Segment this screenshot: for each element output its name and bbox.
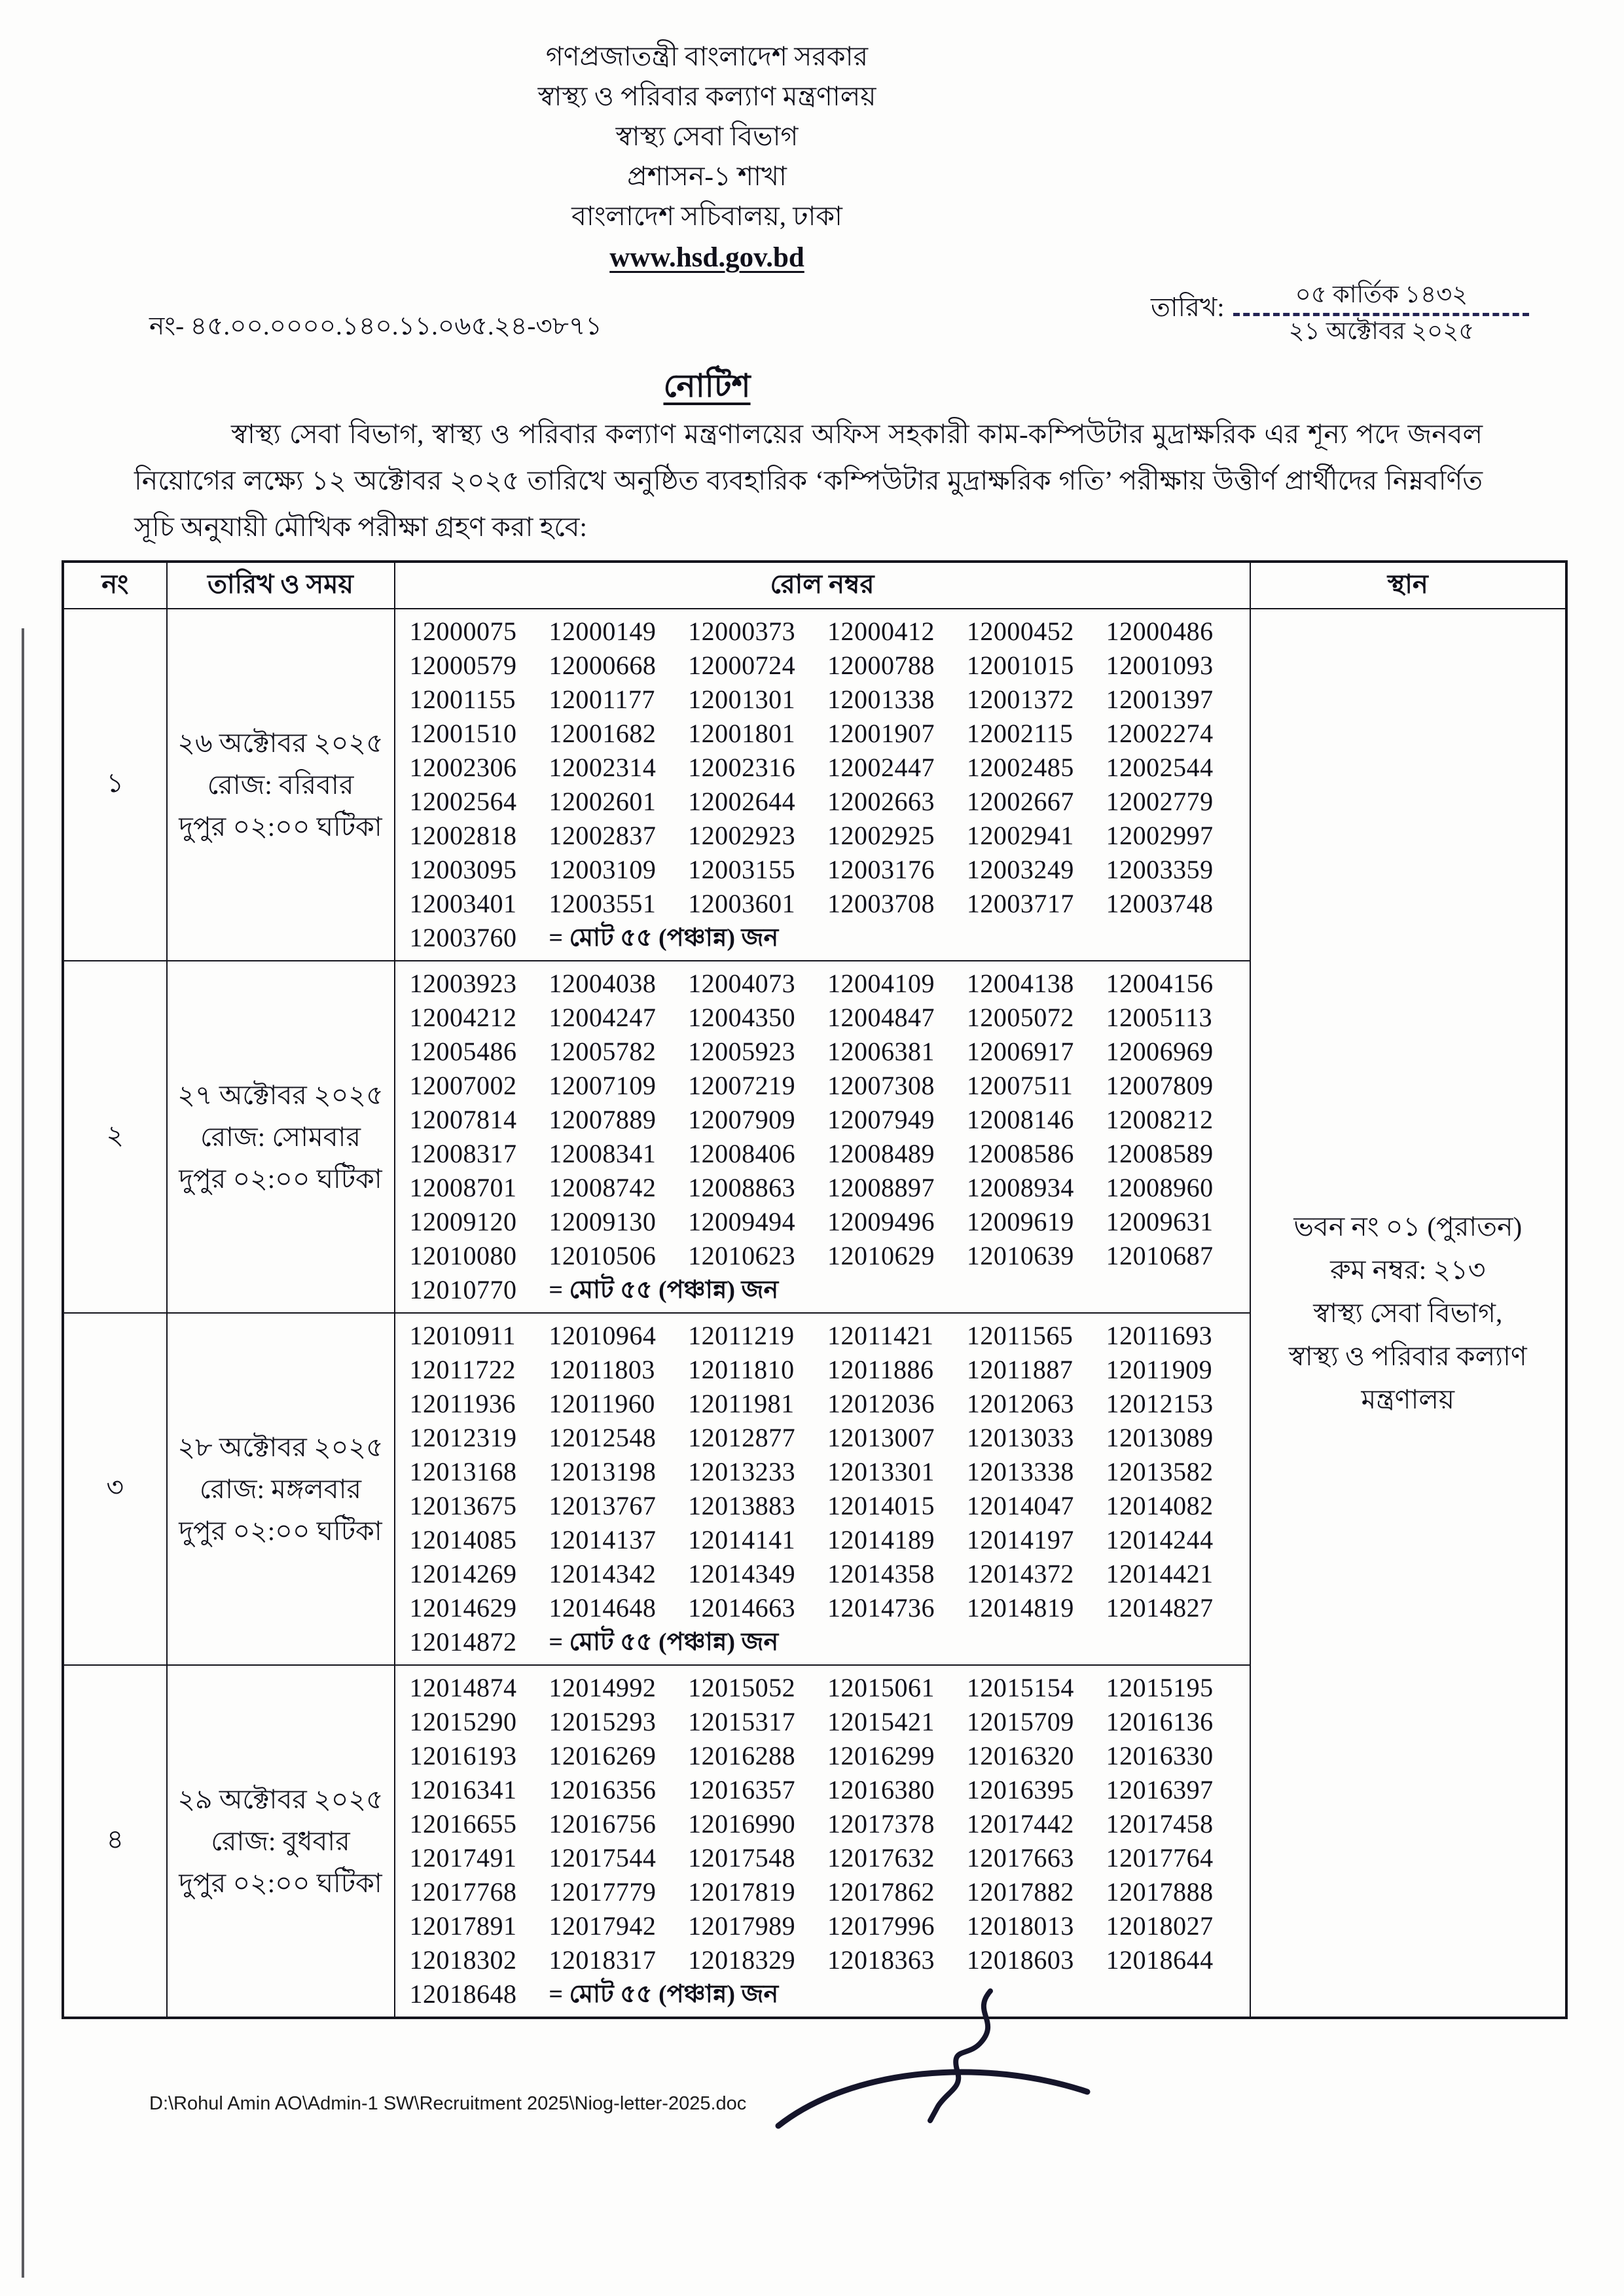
header-date-time: তারিখ ও সময়: [167, 562, 395, 609]
row-total-label: = মোট ৫৫ (পঞ্চান্ন) জন: [549, 1981, 779, 2008]
row-date-time: ২৭ অক্টোবর ২০২৫ রোজ: সোমবার দুপুর ০২:০০ ঘটিকা: [167, 961, 395, 1313]
website-link[interactable]: www.hsd.gov.bd: [609, 242, 804, 273]
row-roll-numbers: 12003923 12004038 12004073 12004109 12004138 12004156 12004212 12004247 12004350 12004847 12005072 12005113 12005486 12005782 12005923 12006381 12006917 12006969 12007002 12007109 12007219 12007308 12007511 12007809 12007814 12007889 12007909 12007949 12008146 12008212 12008317 12008341 12008406 12008489 12008586 12008589 12008701 12008742 12008863 12008897 12008934 12008960 12009120 12009130 12009494 12009496 12009619 12009631 12010080 12010506 12010623 12010629 12010639 12010687 12010770 = মোট ৫৫ (পঞ্চান্ন) জন: [395, 961, 1250, 1313]
date-bangla: ০৫ কার্তিক ১৪৩২: [1295, 281, 1468, 308]
row-serial: ৩: [63, 1313, 167, 1665]
letterhead-government: গণপ্রজাতন্ত্রী বাংলাদেশ সরকার: [545, 41, 869, 71]
memo-number: নং- ৪৫.০০.০০০০.১৪০.১১.০৬৫.২৪-৩৮৭১: [149, 312, 602, 340]
scan-artifact-line: [22, 628, 24, 2278]
notice-title: নোটিশ: [663, 368, 751, 404]
table-header-row: [63, 562, 1566, 609]
letterhead: [0, 37, 1414, 278]
letterhead-address: বাংলাদেশ সচিবালয়, ঢাকা: [571, 201, 842, 231]
row-serial: ২: [63, 961, 167, 1313]
file-path-footer: D:\Rohul Amin AO\Admin-1 SW\Recruitment 2025\Niog-letter-2025.doc: [149, 2093, 747, 2114]
row-total-label: = মোট ৫৫ (পঞ্চান্ন) জন: [549, 1628, 779, 1656]
signature-scribble: [769, 1983, 1096, 2144]
schedule-row: [63, 609, 1566, 961]
header-serial: নং: [63, 562, 167, 609]
row-date-time: ২৯ অক্টোবর ২০২৫ রোজ: বুধবার দুপুর ০২:০০ ঘটিকা: [167, 1665, 395, 2018]
row-total-label: = মোট ৫৫ (পঞ্চান্ন) জন: [549, 1276, 779, 1304]
letterhead-ministry: স্বাস্থ্য ও পরিবার কল্যাণ মন্ত্রণালয়: [537, 81, 876, 111]
row-roll-numbers: 12010911 12010964 12011219 12011421 12011565 12011693 12011722 12011803 12011810 12011886 12011887 12011909 12011936 12011960 12011981 12012036 12012063 12012153 12012319 12012548 12012877 12013007 12013033 12013089 12013168 12013198 12013233 12013301 12013338 12013582 12013675 12013767 12013883 12014015 12014047 12014082 12014085 12014137 12014141 12014189 12014197 12014244 12014269 12014342 12014349 12014358 12014372 12014421 12014629 12014648 12014663 12014736 12014819 12014827 12014872 = মোট ৫৫ (পঞ্চান্ন) জন: [395, 1313, 1250, 1665]
notice-body: স্বাস্থ্য সেবা বিভাগ, স্বাস্থ্য ও পরিবার কল্যাণ মন্ত্রণালয়ের অফিস সহকারী কাম-কম্পিউটার মুদ্রাক্ষরিক এর শূন্য পদে জনবল নিয়োগের লক্ষ্যে ১২ অক্টোবর ২০২৫ তারিখে অনুষ্ঠিত ব্যবহারিক ‘কম্পিউটার মুদ্রাক্ষরিক গতি’ পরীক্ষায় উত্তীর্ণ প্রার্থীদের নিম্নবর্ণিত সূচি অনুযায়ী মৌখিক পরীক্ষা গ্রহণ করা হবে:: [134, 419, 1483, 542]
row-serial: ৪: [63, 1665, 167, 2018]
interview-schedule-table: [62, 561, 1567, 2018]
venue-cell: ভবন নং ০১ (পুরাতন) রুম নম্বর: ২১৩ স্বাস্থ্য সেবা বিভাগ, স্বাস্থ্য ও পরিবার কল্যাণ মন্ত্রণালয়: [1250, 609, 1566, 2018]
header-venue: স্থান: [1250, 562, 1566, 609]
header-roll-number: রোল নম্বর: [395, 562, 1250, 609]
row-roll-numbers: 12000075 12000149 12000373 12000412 12000452 12000486 12000579 12000668 12000724 12000788 12001015 12001093 12001155 12001177 12001301 12001338 12001372 12001397 12001510 12001682 12001801 12001907 12002115 12002274 12002306 12002314 12002316 12002447 12002485 12002544 12002564 12002601 12002644 12002663 12002667 12002779 12002818 12002837 12002923 12002925 12002941 12002997 12003095 12003109 12003155 12003176 12003249 12003359 12003401 12003551 12003601 12003708 12003717 12003748 12003760 = মোট ৫৫ (পঞ্চান্ন) জন: [395, 609, 1250, 961]
letterhead-division: স্বাস্থ্য সেবা বিভাগ: [615, 121, 799, 151]
row-roll-numbers: 12014874 12014992 12015052 12015061 12015154 12015195 12015290 12015293 12015317 12015421 12015709 12016136 12016193 12016269 12016288 12016299 12016320 12016330 12016341 12016356 12016357 12016380 12016395 12016397 12016655 12016756 12016990 12017378 12017442 12017458 12017491 12017544 12017548 12017632 12017663 12017764 12017768 12017779 12017819 12017862 12017882 12017888 12017891 12017942 12017989 12017996 12018013 12018027 12018302 12018317 12018329 12018363 12018603 12018644 12018648 = মোট ৫৫ (পঞ্চান্ন) জন: [395, 1665, 1250, 2018]
date-gregorian: ২১ অক্টোবর ২০২৫: [1288, 318, 1475, 345]
row-serial: ১: [63, 609, 167, 961]
row-date-time: ২৮ অক্টোবর ২০২৫ রোজ: মঙ্গলবার দুপুর ০২:০০ ঘটিকা: [167, 1313, 395, 1665]
date-label: তারিখ:: [1151, 293, 1225, 322]
letterhead-branch: প্রশাসন-১ শাখা: [627, 161, 787, 191]
date-block: [1151, 280, 1529, 348]
row-total-label: = মোট ৫৫ (পঞ্চান্ন) জন: [549, 924, 779, 952]
row-date-time: ২৬ অক্টোবর ২০২৫ রোজ: বরিবার দুপুর ০২:০০ ঘটিকা: [167, 609, 395, 961]
